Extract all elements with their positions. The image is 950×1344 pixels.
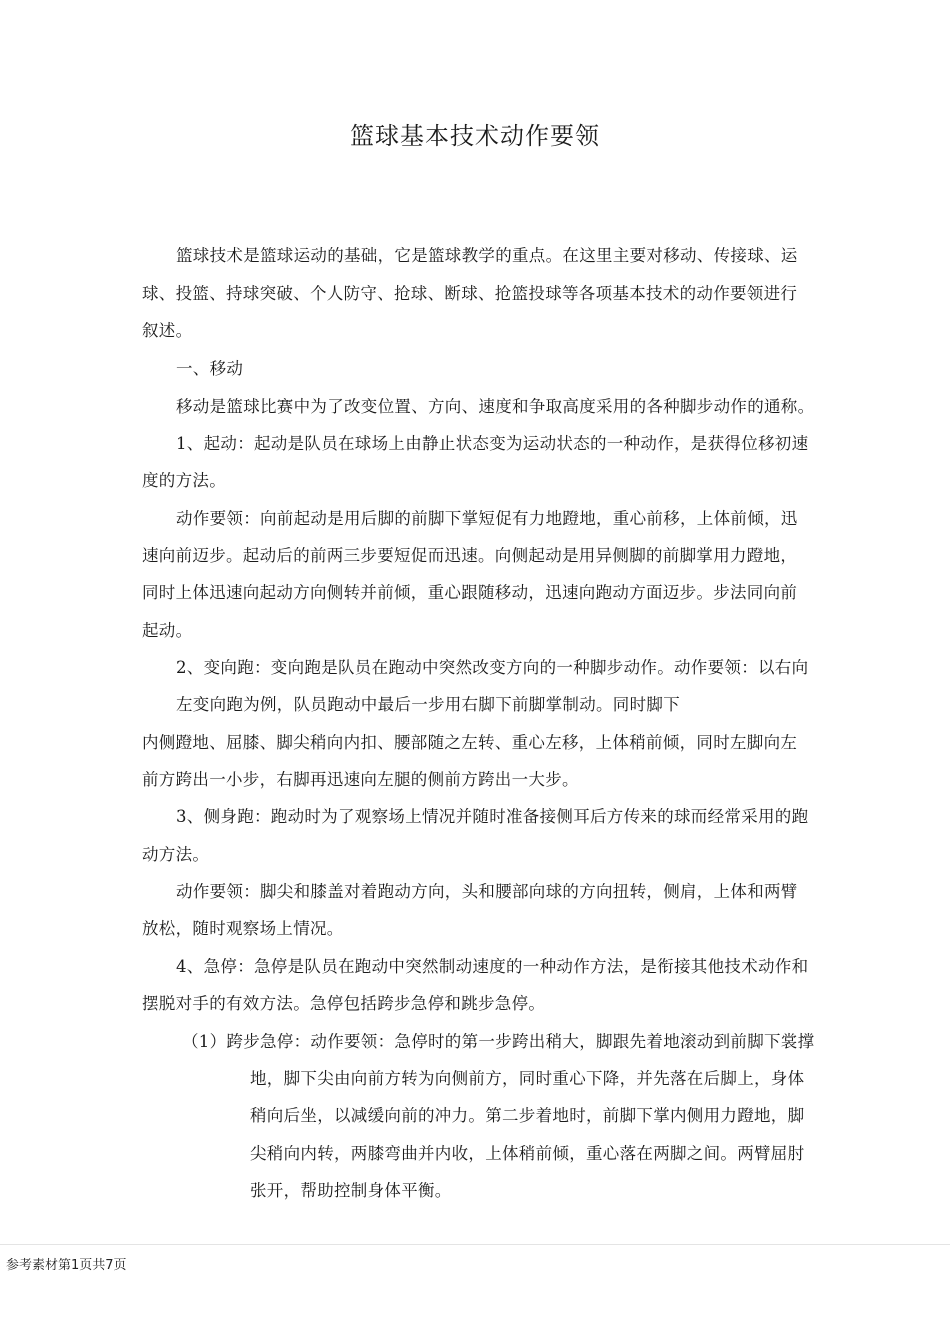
stride-stop-line-3: 稍向后坐，以减缓向前的冲力。第二步着地时，前脚下掌内侧用力蹬地，脚 xyxy=(250,1106,805,1125)
stride-stop-line-1: （1）跨步急停：动作要领：急停时的第一步跨出稍大，脚跟先着地滚动到前脚下裳撑 xyxy=(182,1032,815,1051)
side-run-action-line-2: 放松，随时观察场上情况。 xyxy=(142,919,344,938)
change-direction-line-1: 2、变向跑：变向跑是队员在跑动中突然改变方向的一种脚步动作。动作要领：以右向 xyxy=(176,658,809,677)
section-heading-movement: 一、移动 xyxy=(176,359,244,378)
document-title: 篮球基本技术动作要领 xyxy=(350,122,600,150)
start-line-1: 1、起动：起动是队员在球场上由静止状态变为运动状态的一种动作，是获得位移初速 xyxy=(176,434,809,453)
start-line-2: 度的方法。 xyxy=(142,471,226,490)
footer-divider xyxy=(0,1244,950,1245)
start-action-line-1: 动作要领：向前起动是用后脚的前脚下掌短促有力地蹬地，重心前移，上体前倾，迅 xyxy=(176,509,798,528)
page-footer: 参考素材第1页共7页 xyxy=(6,1258,127,1273)
side-run-line-1: 3、侧身跑：跑动时为了观察场上情况并随时准备接侧耳后方传来的球而经常采用的跑 xyxy=(176,807,809,826)
stride-stop-line-2: 地，脚下尖由向前方转为向侧前方，同时重心下降，并先落在后脚上，身体 xyxy=(250,1069,805,1088)
side-run-line-2: 动方法。 xyxy=(142,845,210,864)
change-direction-line-2: 左变向跑为例，队员跑动中最后一步用右脚下前脚掌制动。同时脚下 xyxy=(176,695,680,714)
movement-definition: 移动是篮球比赛中为了改变位置、方向、速度和争取高度采用的各种脚步动作的通称。 xyxy=(176,397,815,416)
start-action-line-4: 起动。 xyxy=(142,621,193,640)
intro-line-3: 叙述。 xyxy=(142,321,193,340)
change-direction-line-4: 前方跨出一小步，右脚再迅速向左腿的侧前方跨出一大步。 xyxy=(142,770,579,789)
intro-line-1: 篮球技术是篮球运动的基础，它是篮球教学的重点。在这里主要对移动、传接球、运 xyxy=(176,246,798,265)
intro-line-2: 球、投篮、持球突破、个人防守、抢球、断球、抢篮投球等各项基本技术的动作要领进行 xyxy=(142,284,798,303)
start-action-line-3: 同时上体迅速向起动方向侧转并前倾，重心跟随移动，迅速向跑动方面迈步。步法同向前 xyxy=(142,583,798,602)
stride-stop-line-4: 尖稍向内转，两膝弯曲并内收，上体稍前倾，重心落在两脚之间。两臂屈肘 xyxy=(250,1144,805,1163)
side-run-action-line-1: 动作要领：脚尖和膝盖对着跑动方向，头和腰部向球的方向扭转，侧肩，上体和两臂 xyxy=(176,882,798,901)
stride-stop-line-5: 张开，帮助控制身体平衡。 xyxy=(250,1181,452,1200)
stop-line-2: 摆脱对手的有效方法。急停包括跨步急停和跳步急停。 xyxy=(142,994,546,1013)
stop-line-1: 4、急停：急停是队员在跑动中突然制动速度的一种动作方法，是衔接其他技术动作和 xyxy=(176,957,809,976)
change-direction-line-3: 内侧蹬地、屈膝、脚尖稍向内扣、腰部随之左转、重心左移，上体稍前倾，同时左脚向左 xyxy=(142,733,798,752)
start-action-line-2: 速向前迈步。起动后的前两三步要短促而迅速。向侧起动是用异侧脚的前脚掌用力蹬地， xyxy=(142,546,798,565)
